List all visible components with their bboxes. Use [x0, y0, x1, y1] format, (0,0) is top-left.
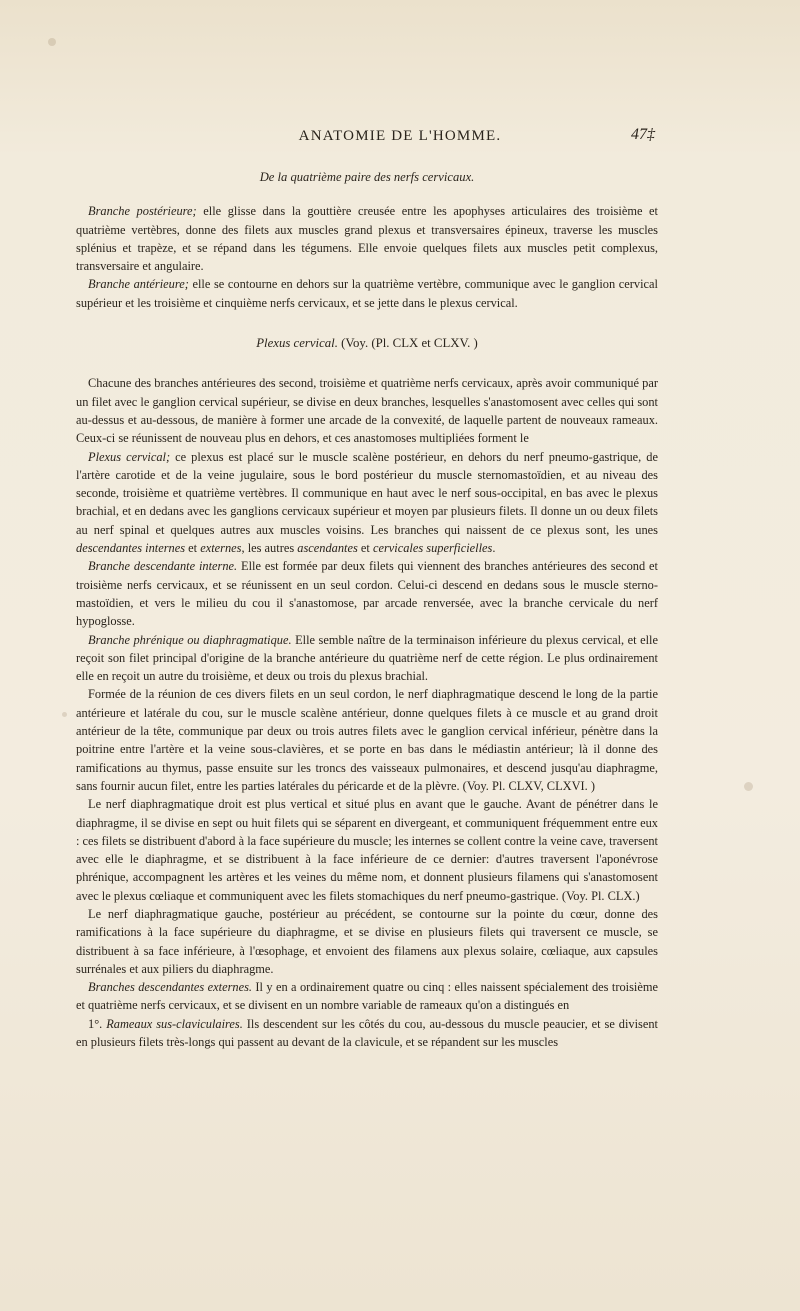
paragraph-lead: Branche phrénique ou diaphragmatique. [88, 632, 292, 647]
paragraph [76, 448, 658, 558]
paragraph-text: , les autres [241, 541, 298, 556]
page-header [0, 128, 800, 152]
term-italic: descendantes internes [76, 541, 186, 556]
paragraph-lead: Branches descendantes externes. [88, 980, 253, 995]
term-italic: ascendantes [297, 541, 358, 556]
paragraph-text: Ils descendent sur les côtés du cou, au-dessous du muscle peaucier, et se divisent en plusieurs filets très-longs qui passent au devant de la clavicule, et se répandent sur les muscles [76, 1016, 658, 1050]
paragraph [76, 557, 658, 630]
paragraph-lead: Rameaux sus-claviculaires. [106, 1016, 243, 1031]
term-italic: externes [200, 541, 242, 556]
paragraph-text: et [357, 541, 373, 556]
paper-stain [744, 782, 753, 791]
paragraph-text: Il y en a ordinairement quatre ou cinq : elles naissent spécialement des troisième et quatrième nerfs cervicaux, et se divisent en un nombre variable de rameaux qu'on a distingués en [76, 980, 659, 1013]
paper-stain [62, 712, 67, 717]
paragraph [76, 202, 658, 275]
paragraph [76, 978, 658, 1015]
paragraph [76, 685, 658, 795]
running-head: ANATOMIE DE L'HOMME. [298, 128, 502, 144]
paragraph [76, 374, 658, 447]
paper-stain [48, 38, 56, 46]
paragraph-text: . [492, 541, 496, 556]
subheading [76, 334, 658, 352]
paragraph [76, 1015, 658, 1052]
paragraph [76, 275, 658, 312]
paragraph-lead: Branche descendante interne. [88, 559, 238, 574]
paragraph-text: Elle est formée par deux filets qui viennent des branches antérieures des second et troisième nerfs cervicaux, et se réunissent en un seul cordon. Celui-ci descend en dedans sous le muscle sterno-mastoïdien, et vers le milieu du cou il s'anastomose, par arcade renversée, avec la branche cervicale du nerf hypoglosse. [76, 559, 658, 629]
paragraph-text: Le nerf diaphragmatique gauche, postérieur au précédent, se contourne sur la pointe du cœur, donne des ramifications à la face supérieure du diaphragme, et se divise en plusieurs filets qui traversent ce muscle, se distribuent à sa face inférieure, à l'œsophage, et envoient des filamens aux plexus solaire, cœliaque, aux capsules surrénales et aux piliers du diaphragme. [76, 906, 658, 976]
paragraph-lead: Branche postérieure; [88, 204, 197, 219]
section-title: De la quatrième paire des nerfs cervicaux. [259, 170, 475, 184]
paragraph-text: Le nerf diaphragmatique droit est plus vertical et situé plus en avant que le gauche. Avant de pénétrer dans le diaphragme, il se divise en sept ou huit filets qui se séparent en divergeant, et communiquent fréquemment entre eux : ces filets se distribuent d'abord à la face supérieure du muscle; les internes se collent contre la veine cave, traversent avec elle le diaphragme, et se distribuent à la face inférieure de ce dernier: d'autres traversent l'aponévrose phrénique, accompagnent les artères et les veines du même nom, et donnent plusieurs filamens qui s'anastomosent avec le plexus cœliaque et communiquent avec les filets stomachiques du nerf pneumo-gastrique. (Voy. Pl. CLX.) [76, 797, 658, 903]
paragraph-text: Formée de la réunion de ces divers filets en un seul cordon, le nerf diaphragmatique descend le long de la partie antérieure et latérale du cou, sur le muscle scalène antérieur, donne quelques filets à ce muscle et au grand droit antérieur de la tête, communique par deux ou trois autres filets avec le ganglion cervical inférieur, pénètre dans la poitrine entre l'artère et la veine sous-clavières, et se porte en bas dans le médiastin antérieur; là il donne des ramifications au thymus, passe ensuite sur les troncs des vaisseaux pulmonaires, et descend jusqu'au diaphragme, sans fournir aucun filet, entre les parties latérales du péricarde et de la plèvre. (Voy. Pl. CLXV, CLXVI. ) [76, 687, 658, 793]
paragraph-text: elle se contourne en dehors sur la quatrième vertèbre, communique avec le ganglion cervical supérieur et les troisième et cinquième nerfs cervicaux, et se jette dans le plexus cervical. [76, 277, 658, 310]
subheading-rest: (Voy. (Pl. CLX et CLXV. ) [337, 336, 478, 351]
paragraph [76, 795, 658, 905]
paragraph-lead: Plexus cervical; [88, 449, 171, 464]
paragraph-text: et [185, 541, 201, 556]
paragraph-text: elle glisse dans la gouttière creusée entre les apophyses articulaires des troisième et quatrième vertèbres, donne des filets aux muscles grand plexus et transversaires épineux, traverse les muscles splénius et trapèze, et se répand dans les tégumens. Elle envoie quelques filets aux muscles petit complexus, transversaire et angulaire. [76, 204, 658, 274]
paragraph-lead: Branche antérieure; [88, 277, 189, 292]
page-number: 47‡ [631, 126, 655, 143]
text-body [76, 168, 658, 1051]
term-italic: cervicales superficielles [372, 541, 493, 556]
paragraph-text: Elle semble naître de la terminaison inférieure du plexus cervical, et elle reçoit son filet principal d'origine de la branche antérieure du quatrième nerf de cette région. Le plus ordinairement elle en reçoit un autre du troisième, et deux ou trois du plexus brachial. [76, 632, 658, 684]
subheading-italic: Plexus cervical. [256, 336, 338, 351]
list-number: 1°. [88, 1016, 107, 1031]
paragraph-text: Chacune des branches antérieures des second, troisième et quatrième nerfs cervicaux, après avoir communiqué par un filet avec le ganglion cervical supérieur, se divise en deux branches, lesquelles s'anastomosent avec celles qui sont au-dessus et au-dessous, de manière à former une arcade de la convexité, de laquelle partent de nouveaux rameaux. Ceux-ci se réunissent de nouveau plus en dehors, et ces anastomoses multipliées forment le [76, 376, 658, 446]
paragraph-text: ce plexus est placé sur le muscle scalène postérieur, en dehors du nerf pneumo-gastrique, de l'artère carotide et de la veine jugulaire, sous le bord postérieur du muscle sternomastoïdien, et au niveau des seconde, troisième et quatrième vertèbres. Il communique en haut avec le nerf sous-occipital, en bas avec le plexus brachial, et en dedans avec les ganglions cervicaux supérieur et moyen par plusieurs filets. Il donne un ou deux filets au nerf spinal et quelques autres aux muscles voisins. Les branches qui naissent de ce plexus sont, les unes [76, 449, 658, 537]
paragraph [76, 631, 658, 686]
paragraph [76, 905, 658, 978]
